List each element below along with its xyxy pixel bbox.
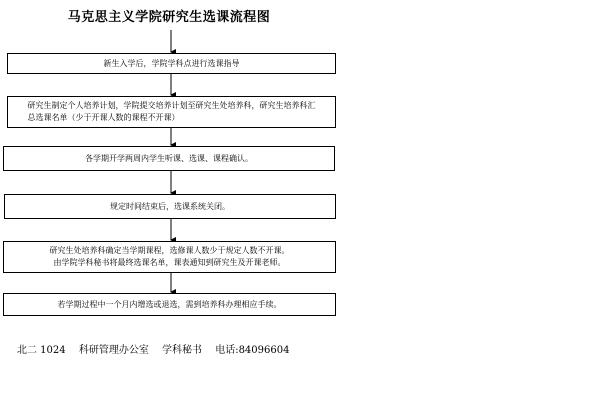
flow-step-2 — [7, 96, 336, 128]
flow-step-6 — [3, 293, 336, 316]
footer-phone: 电话:84096604 — [215, 345, 290, 356]
flow-step-3 — [3, 146, 335, 171]
footer-office: 科研管理办公室 — [78, 345, 149, 356]
flow-step-2-text: 研究生制定个人培养计划，学院提交培养计划至研究生处培养科，研究生培养科汇 总选课名单（少于开课人数的课程不开课） — [27, 101, 316, 122]
flow-step-4-text: 规定时间结束后，选课系统关闭。 — [110, 201, 230, 211]
flow-step-5 — [3, 241, 336, 273]
flow-step-4 — [4, 194, 336, 219]
flow-step-6-text: 若学期过程中一个月内增选或退选，需到培养科办理相应手续。 — [57, 299, 282, 309]
flow-step-5-text: 研究生处培养科确定当学期课程，选修课人数少于规定人数不开课。 由学院学科秘书将最终选课名单，课表通知到研究生及开课老师。 — [49, 246, 290, 267]
flow-step-3-text: 各学期开学两周内学生听课、选课、课程确认。 — [85, 153, 253, 163]
flow-step-1 — [7, 53, 336, 74]
flow-step-1-text: 新生入学后，学院学科点进行选课指导 — [103, 58, 240, 68]
page-title: 马克思主义学院研究生选课流程图 — [67, 10, 271, 25]
footer-secretary: 学科秘书 — [162, 345, 203, 356]
contact-footer — [17, 341, 299, 356]
footer-room: 北二 1024 — [17, 345, 66, 356]
